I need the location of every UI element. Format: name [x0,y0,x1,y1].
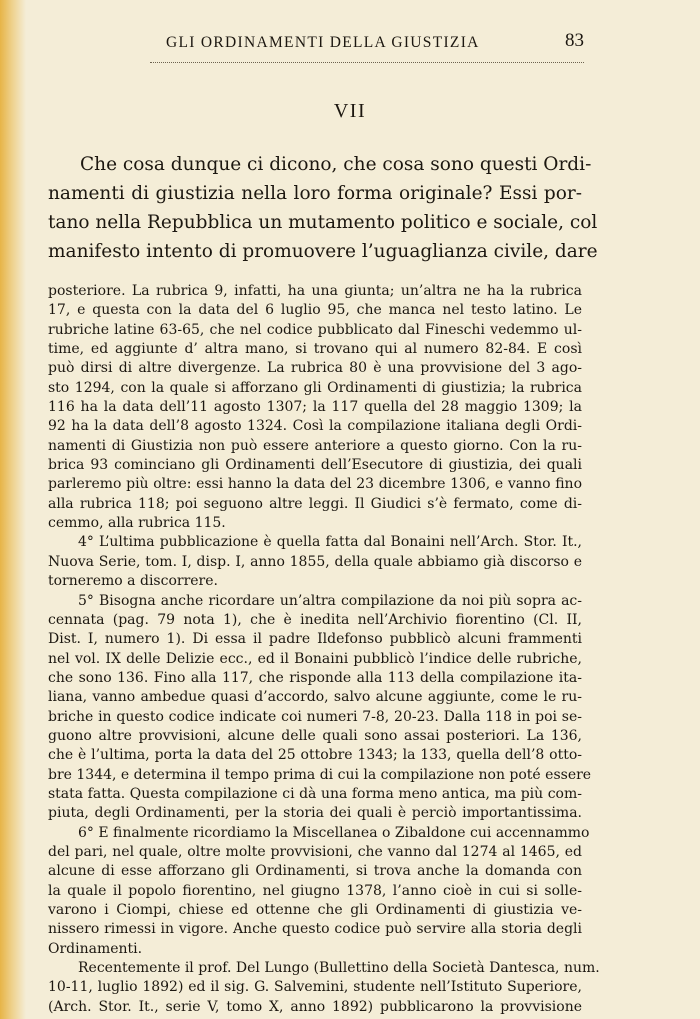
footnote-line: liana, vanno ambedue quasi d’accordo, salvo alcune aggiunte, come le ru- [48,689,582,706]
footnote-line: 6° E finalmente ricordiamo la Miscellanea o Zibaldone cui accennammo [78,824,590,841]
footnote-line: cemmo, alla rubrica 115. [48,515,226,532]
running-header [150,28,584,63]
footnote-line: bre 1344, e determina il tempo prima di cui la compilazione non poté essere [48,766,592,783]
footnote-line: 92 ha la data dell’8 agosto 1324. Così la compilazione italiana degli Ordi- [48,418,582,435]
footnote-line: posteriore. La rubrica 9, infatti, ha una giunta; un’altra ne ha la rubrica [48,283,582,299]
footnote-line: namenti di Giustizia non può essere anteriore a questo giorno. Con la ru- [48,437,582,454]
footnote-line: 10-11, luglio 1892) ed il sig. G. Salvemini, studente nell’Istituto Superiore, [48,979,582,996]
footnote-line: Nuova Serie, tom. I, disp. I, anno 1855, della quale abbiamo già discorso e [48,553,582,570]
footnote-line: brica 93 cominciano gli Ordinamenti dell’Esecutore di giustizia, dei quali [48,457,582,474]
footnote-text [48,282,600,1017]
page-edge-shadow [0,0,26,1019]
footnote-line: la quale il popolo fiorentino, nel giugno 1378, l’anno cioè in cui si solle- [48,882,582,899]
section-heading: VII [333,100,367,122]
footnote-line: varono i Ciompi, chiese ed ottenne che gli Ordinamenti di giustizia ve- [48,902,582,918]
footnote-line: time, ed aggiunte d’ altra mano, si trovano qui al numero 82-84. E così [48,341,582,358]
footnote-line: nissero rimessi in vigore. Anche questo codice può servire alla storia degli [48,921,582,938]
footnote-line: guono altre provvisioni, alcune delle quali sono assai posteriori. La 136, [48,727,582,744]
footnote-line: sto 1294, con la quale si afforzano gli Ordinamenti di giustizia; la rubrica [48,379,582,396]
footnote-line: piuta, degli Ordinamenti, per la storia dei quali è perciò importantissima. [48,805,582,822]
footnote-line: (Arch. Stor. It., serie V, tomo X, anno 1892) pubblicarono la provvisione [48,998,582,1015]
main-text-line: namenti di giustizia nella loro forma originale? Essi por- [48,183,582,204]
footnote-line: può dirsi di altre divergenze. La rubrica 80 è una provvisione del 3 ago- [48,360,582,377]
footnote-line: Dist. I, numero 1). Di essa il padre Ildefonso pubblicò alcuni frammenti [48,631,582,648]
footnote-line: alla rubrica 118; poi seguono altre leggi. Il Giudici s’è fermato, come di- [48,495,582,512]
main-text-line: Che cosa dunque ci dicono, che cosa sono questi Ordi- [80,154,592,175]
footnote-line: alcune di esse afforzano gli Ordinamenti, si trova anche la domanda con [48,863,582,880]
main-text-line: tano nella Repubblica un mutamento politico e sociale, col [48,212,598,233]
footnote-line: stata fatta. Questa compilazione ci dà una forma meno antica, ma più com- [48,785,582,802]
footnote-line: Recentemente il prof. Del Lungo (Bullettino della Società Dantesca, num. [78,960,600,977]
footnote-line: 4° L’ultima pubblicazione è quella fatta dal Bonaini nell’Arch. Stor. It., [78,534,582,551]
footnote-line: torneremo a discorrere. [48,573,218,590]
footnote-line: 5° Bisogna anche ricordare un’altra compilazione da noi più sopra ac- [78,592,582,609]
main-text [48,150,598,266]
footnote-line: cennata (pag. 79 nota 1), che è inedita nell’Archivio fiorentino (Cl. II, [48,611,582,628]
footnote-line: parleremo più oltre: essi hanno la data del 23 dicembre 1306, e vanno fino [48,476,582,493]
page-number: 83 [565,30,584,51]
main-text-line: manifesto intento di promuovere l’uguaglianza civile, dare [48,241,598,262]
footnote-line: briche in questo codice indicate coi numeri 7-8, 20-23. Dalla 118 in poi se- [48,708,582,725]
running-title: GLI ORDINAMENTI DELLA GIUSTIZIA [166,34,480,51]
footnote-line: nel vol. IX delle Delizie ecc., ed il Bonaini pubblicò l’indice delle rubriche, [48,650,582,667]
footnote-line: rubriche latine 63-65, che nel codice pubblicato dal Fineschi vedemmo ul- [48,321,582,338]
footnote-line: che sono 136. Fino alla 117, che risponde alla 113 della compilazione ita- [48,669,582,686]
footnote-line: che è l’ultima, porta la data del 25 ottobre 1343; la 133, quella dell’8 otto- [48,747,582,764]
footnote-line: 116 ha la data dell’11 agosto 1307; la 117 quella del 28 maggio 1309; la [48,399,582,416]
footnote-line: 17, e questa con la data del 6 luglio 95, che manca nel testo latino. Le [48,302,582,319]
footnote-line: del pari, nel quale, oltre molte provvisioni, che vanno dal 1274 al 1465, ed [48,843,582,860]
footnote-line: Ordinamenti. [48,940,143,957]
